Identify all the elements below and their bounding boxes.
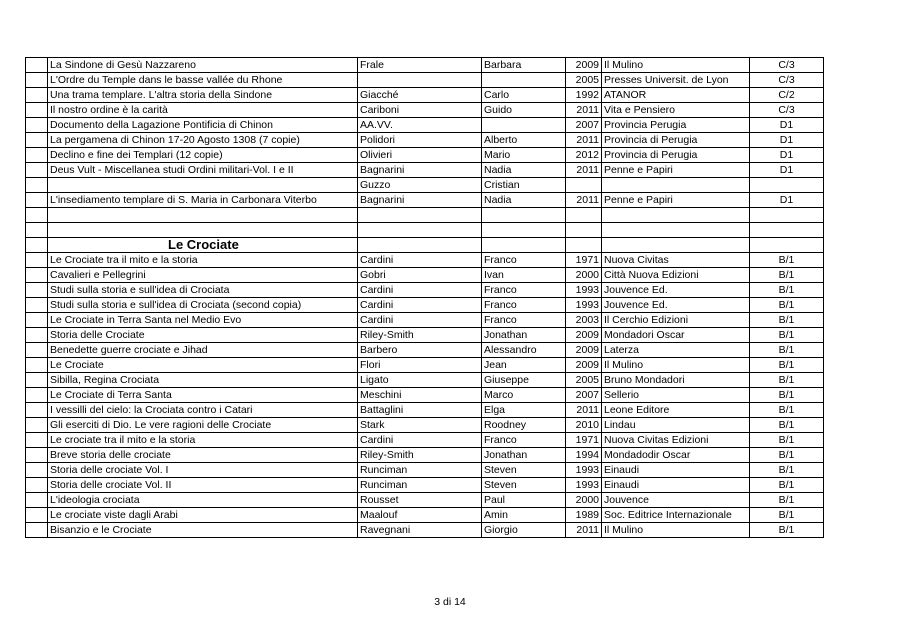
author-cell: Runciman bbox=[358, 463, 482, 478]
table-row bbox=[26, 313, 824, 328]
author-cell: Battaglini bbox=[358, 403, 482, 418]
spacer-cell bbox=[26, 463, 48, 478]
publisher-cell: Jouvence bbox=[602, 493, 750, 508]
first-name-cell: Giorgio bbox=[482, 523, 566, 538]
table-row bbox=[26, 223, 824, 238]
shelf-location-cell: C/3 bbox=[750, 58, 824, 73]
spacer-cell bbox=[26, 358, 48, 373]
author-cell: Cardini bbox=[358, 313, 482, 328]
publisher-cell: Provincia Perugia bbox=[602, 118, 750, 133]
shelf-location-cell bbox=[750, 208, 824, 223]
year-cell bbox=[566, 208, 602, 223]
first-name-cell: Marco bbox=[482, 388, 566, 403]
table-row bbox=[26, 328, 824, 343]
first-name-cell: Alessandro bbox=[482, 343, 566, 358]
publisher-cell bbox=[602, 178, 750, 193]
spacer-cell bbox=[26, 88, 48, 103]
first-name-cell: Franco bbox=[482, 313, 566, 328]
title-cell: Le crociate tra il mito e la storia bbox=[48, 433, 358, 448]
title-cell: Breve storia delle crociate bbox=[48, 448, 358, 463]
author-cell: Ligato bbox=[358, 373, 482, 388]
publisher-cell: Città Nuova Edizioni bbox=[602, 268, 750, 283]
publisher-cell: Nuova Civitas Edizioni bbox=[602, 433, 750, 448]
table-row bbox=[26, 163, 824, 178]
table-row bbox=[26, 253, 824, 268]
spacer-cell bbox=[26, 298, 48, 313]
year-cell: 1993 bbox=[566, 478, 602, 493]
title-cell: Le Crociate in Terra Santa nel Medio Evo bbox=[48, 313, 358, 328]
first-name-cell: Guido bbox=[482, 103, 566, 118]
publisher-cell: Il Mulino bbox=[602, 358, 750, 373]
table-row bbox=[26, 298, 824, 313]
first-name-cell bbox=[482, 208, 566, 223]
first-name-cell: Carlo bbox=[482, 88, 566, 103]
shelf-location-cell: B/1 bbox=[750, 463, 824, 478]
first-name-cell bbox=[482, 73, 566, 88]
author-cell: Giacché bbox=[358, 88, 482, 103]
table-row bbox=[26, 523, 824, 538]
author-cell: Riley-Smith bbox=[358, 328, 482, 343]
author-cell: Olivieri bbox=[358, 148, 482, 163]
section-header-group bbox=[26, 238, 824, 253]
publisher-cell: Provincia di Perugia bbox=[602, 133, 750, 148]
table-row bbox=[26, 88, 824, 103]
first-name-cell: Steven bbox=[482, 478, 566, 493]
table-row bbox=[26, 403, 824, 418]
spacer-cell bbox=[26, 238, 48, 253]
publisher-cell: Bruno Mondadori bbox=[602, 373, 750, 388]
publisher-cell: Provincia di Perugia bbox=[602, 148, 750, 163]
shelf-location-cell: D1 bbox=[750, 148, 824, 163]
author-cell: Cardini bbox=[358, 253, 482, 268]
publisher-cell: Einaudi bbox=[602, 478, 750, 493]
shelf-location-cell: B/1 bbox=[750, 328, 824, 343]
first-name-cell: Jonathan bbox=[482, 448, 566, 463]
year-cell: 2007 bbox=[566, 388, 602, 403]
first-name-cell: Cristian bbox=[482, 178, 566, 193]
shelf-location-cell: B/1 bbox=[750, 283, 824, 298]
table-body-templari bbox=[26, 58, 824, 238]
publisher-cell: Il Mulino bbox=[602, 523, 750, 538]
year-cell: 2009 bbox=[566, 343, 602, 358]
table-row bbox=[26, 58, 824, 73]
table-row bbox=[26, 478, 824, 493]
table-row bbox=[26, 448, 824, 463]
title-cell: Benedette guerre crociate e Jihad bbox=[48, 343, 358, 358]
shelf-location-cell: D1 bbox=[750, 163, 824, 178]
publisher-cell bbox=[602, 208, 750, 223]
spacer-cell bbox=[26, 448, 48, 463]
title-cell: Sibilla, Regina Crociata bbox=[48, 373, 358, 388]
year-cell: 1993 bbox=[566, 298, 602, 313]
year-cell: 2011 bbox=[566, 193, 602, 208]
year-cell: 2012 bbox=[566, 148, 602, 163]
author-cell bbox=[358, 208, 482, 223]
title-cell bbox=[48, 223, 358, 238]
spacer-cell bbox=[26, 223, 48, 238]
title-cell: Gli eserciti di Dio. Le vere ragioni delle Crociate bbox=[48, 418, 358, 433]
publisher-cell: Vita e Pensiero bbox=[602, 103, 750, 118]
empty-cell bbox=[566, 238, 602, 253]
publisher-cell bbox=[602, 223, 750, 238]
table-row bbox=[26, 178, 824, 193]
first-name-cell: Elga bbox=[482, 403, 566, 418]
author-cell: Bagnarini bbox=[358, 163, 482, 178]
title-cell bbox=[48, 178, 358, 193]
table-row bbox=[26, 283, 824, 298]
publisher-cell: Laterza bbox=[602, 343, 750, 358]
year-cell: 2009 bbox=[566, 58, 602, 73]
publisher-cell: ATANOR bbox=[602, 88, 750, 103]
spacer-cell bbox=[26, 103, 48, 118]
year-cell: 2011 bbox=[566, 133, 602, 148]
year-cell: 2011 bbox=[566, 403, 602, 418]
author-cell: Cardini bbox=[358, 283, 482, 298]
first-name-cell: Jean bbox=[482, 358, 566, 373]
title-cell: Storia delle crociate Vol. I bbox=[48, 463, 358, 478]
table-row bbox=[26, 193, 824, 208]
table-body-crociate bbox=[26, 253, 824, 538]
author-cell: Stark bbox=[358, 418, 482, 433]
table-row bbox=[26, 268, 824, 283]
table-row bbox=[26, 463, 824, 478]
table-row bbox=[26, 373, 824, 388]
shelf-location-cell: B/1 bbox=[750, 523, 824, 538]
shelf-location-cell: B/1 bbox=[750, 403, 824, 418]
year-cell: 2011 bbox=[566, 523, 602, 538]
year-cell: 2009 bbox=[566, 328, 602, 343]
shelf-location-cell: B/1 bbox=[750, 313, 824, 328]
section-title: Le Crociate bbox=[48, 238, 358, 253]
title-cell: Deus Vult - Miscellanea studi Ordini militari-Vol. I e II bbox=[48, 163, 358, 178]
first-name-cell: Paul bbox=[482, 493, 566, 508]
year-cell: 1971 bbox=[566, 433, 602, 448]
publisher-cell: Penne e Papiri bbox=[602, 163, 750, 178]
title-cell bbox=[48, 208, 358, 223]
spacer-cell bbox=[26, 283, 48, 298]
publisher-cell: Einaudi bbox=[602, 463, 750, 478]
author-cell: Maalouf bbox=[358, 508, 482, 523]
spacer-cell bbox=[26, 58, 48, 73]
spacer-cell bbox=[26, 253, 48, 268]
year-cell: 1993 bbox=[566, 283, 602, 298]
title-cell: Le Crociate bbox=[48, 358, 358, 373]
first-name-cell: Mario bbox=[482, 148, 566, 163]
shelf-location-cell: B/1 bbox=[750, 478, 824, 493]
shelf-location-cell: B/1 bbox=[750, 388, 824, 403]
year-cell: 1993 bbox=[566, 463, 602, 478]
year-cell: 2000 bbox=[566, 268, 602, 283]
author-cell: Guzzo bbox=[358, 178, 482, 193]
first-name-cell: Franco bbox=[482, 253, 566, 268]
spacer-cell bbox=[26, 328, 48, 343]
shelf-location-cell: D1 bbox=[750, 133, 824, 148]
shelf-location-cell: B/1 bbox=[750, 358, 824, 373]
table-row bbox=[26, 418, 824, 433]
book-catalog-sheet bbox=[25, 57, 824, 538]
spacer-cell bbox=[26, 418, 48, 433]
shelf-location-cell bbox=[750, 223, 824, 238]
publisher-cell: Lindau bbox=[602, 418, 750, 433]
author-cell: Bagnarini bbox=[358, 193, 482, 208]
book-catalog-table bbox=[25, 57, 824, 538]
year-cell: 2000 bbox=[566, 493, 602, 508]
table-row bbox=[26, 433, 824, 448]
first-name-cell: Alberto bbox=[482, 133, 566, 148]
spacer-cell bbox=[26, 343, 48, 358]
first-name-cell: Ivan bbox=[482, 268, 566, 283]
spacer-cell bbox=[26, 508, 48, 523]
shelf-location-cell: B/1 bbox=[750, 418, 824, 433]
author-cell: Barbero bbox=[358, 343, 482, 358]
spacer-cell bbox=[26, 133, 48, 148]
publisher-cell: Nuova Civitas bbox=[602, 253, 750, 268]
year-cell bbox=[566, 178, 602, 193]
title-cell: Le Crociate tra il mito e la storia bbox=[48, 253, 358, 268]
spacer-cell bbox=[26, 433, 48, 448]
spacer-cell bbox=[26, 268, 48, 283]
publisher-cell: Il Cerchio Edizioni bbox=[602, 313, 750, 328]
title-cell: I vessilli del cielo: la Crociata contro i Catari bbox=[48, 403, 358, 418]
first-name-cell: Steven bbox=[482, 463, 566, 478]
title-cell: Una trama templare. L'altra storia della Sindone bbox=[48, 88, 358, 103]
spacer-cell bbox=[26, 388, 48, 403]
title-cell: Storia delle Crociate bbox=[48, 328, 358, 343]
spacer-cell bbox=[26, 163, 48, 178]
first-name-cell: Roodney bbox=[482, 418, 566, 433]
spacer-cell bbox=[26, 313, 48, 328]
title-cell: Documento della Lagazione Pontificia di Chinon bbox=[48, 118, 358, 133]
page-number: 3 di 14 bbox=[434, 596, 466, 608]
author-cell: Riley-Smith bbox=[358, 448, 482, 463]
publisher-cell: Jouvence Ed. bbox=[602, 283, 750, 298]
first-name-cell: Franco bbox=[482, 298, 566, 313]
title-cell: Studi sulla storia e sull'idea di Crociata (second copia) bbox=[48, 298, 358, 313]
year-cell: 2011 bbox=[566, 163, 602, 178]
year-cell: 1992 bbox=[566, 88, 602, 103]
publisher-cell: Leone Editore bbox=[602, 403, 750, 418]
shelf-location-cell: B/1 bbox=[750, 373, 824, 388]
section-row bbox=[26, 238, 824, 253]
shelf-location-cell: B/1 bbox=[750, 493, 824, 508]
year-cell: 2005 bbox=[566, 73, 602, 88]
spacer-cell bbox=[26, 148, 48, 163]
table-row bbox=[26, 148, 824, 163]
shelf-location-cell: B/1 bbox=[750, 508, 824, 523]
publisher-cell: Il Mulino bbox=[602, 58, 750, 73]
author-cell: Cardini bbox=[358, 298, 482, 313]
first-name-cell: Nadia bbox=[482, 193, 566, 208]
author-cell bbox=[358, 223, 482, 238]
shelf-location-cell: D1 bbox=[750, 118, 824, 133]
author-cell: Gobri bbox=[358, 268, 482, 283]
publisher-cell: Mondadori Oscar bbox=[602, 328, 750, 343]
table-row bbox=[26, 508, 824, 523]
empty-cell bbox=[602, 238, 750, 253]
title-cell: L'ideologia crociata bbox=[48, 493, 358, 508]
spacer-cell bbox=[26, 478, 48, 493]
author-cell: Ravegnani bbox=[358, 523, 482, 538]
title-cell: Le Crociate di Terra Santa bbox=[48, 388, 358, 403]
author-cell: Meschini bbox=[358, 388, 482, 403]
shelf-location-cell: C/3 bbox=[750, 103, 824, 118]
shelf-location-cell: B/1 bbox=[750, 253, 824, 268]
spacer-cell bbox=[26, 523, 48, 538]
title-cell: Studi sulla storia e sull'idea di Crociata bbox=[48, 283, 358, 298]
first-name-cell: Franco bbox=[482, 433, 566, 448]
table-row bbox=[26, 103, 824, 118]
title-cell: La pergamena di Chinon 17-20 Agosto 1308 (7 copie) bbox=[48, 133, 358, 148]
first-name-cell bbox=[482, 223, 566, 238]
author-cell: Polidori bbox=[358, 133, 482, 148]
spacer-cell bbox=[26, 73, 48, 88]
spacer-cell bbox=[26, 493, 48, 508]
title-cell: Il nostro ordine è la carità bbox=[48, 103, 358, 118]
shelf-location-cell: B/1 bbox=[750, 448, 824, 463]
author-cell: Frale bbox=[358, 58, 482, 73]
first-name-cell: Giuseppe bbox=[482, 373, 566, 388]
first-name-cell: Amin bbox=[482, 508, 566, 523]
year-cell: 2010 bbox=[566, 418, 602, 433]
title-cell: Declino e fine dei Templari (12 copie) bbox=[48, 148, 358, 163]
author-cell: Flori bbox=[358, 358, 482, 373]
table-row bbox=[26, 358, 824, 373]
first-name-cell: Jonathan bbox=[482, 328, 566, 343]
title-cell: Storia delle crociate Vol. II bbox=[48, 478, 358, 493]
year-cell: 1989 bbox=[566, 508, 602, 523]
shelf-location-cell: B/1 bbox=[750, 298, 824, 313]
shelf-location-cell bbox=[750, 178, 824, 193]
first-name-cell: Barbara bbox=[482, 58, 566, 73]
empty-cell bbox=[482, 238, 566, 253]
author-cell bbox=[358, 73, 482, 88]
publisher-cell: Mondadodir Oscar bbox=[602, 448, 750, 463]
shelf-location-cell: C/3 bbox=[750, 73, 824, 88]
year-cell: 2007 bbox=[566, 118, 602, 133]
title-cell: L'Ordre du Temple dans le basse vallée du Rhone bbox=[48, 73, 358, 88]
shelf-location-cell: B/1 bbox=[750, 433, 824, 448]
year-cell: 1971 bbox=[566, 253, 602, 268]
spacer-cell bbox=[26, 178, 48, 193]
year-cell: 2005 bbox=[566, 373, 602, 388]
spacer-cell bbox=[26, 403, 48, 418]
title-cell: L'insediamento templare di S. Maria in Carbonara Viterbo bbox=[48, 193, 358, 208]
shelf-location-cell: B/1 bbox=[750, 343, 824, 358]
first-name-cell: Franco bbox=[482, 283, 566, 298]
year-cell: 2003 bbox=[566, 313, 602, 328]
spacer-cell bbox=[26, 193, 48, 208]
table-row bbox=[26, 343, 824, 358]
spacer-cell bbox=[26, 373, 48, 388]
title-cell: Bisanzio e le Crociate bbox=[48, 523, 358, 538]
first-name-cell: Nadia bbox=[482, 163, 566, 178]
publisher-cell: Sellerio bbox=[602, 388, 750, 403]
year-cell bbox=[566, 223, 602, 238]
author-cell: Rousset bbox=[358, 493, 482, 508]
shelf-location-cell: C/2 bbox=[750, 88, 824, 103]
year-cell: 1994 bbox=[566, 448, 602, 463]
shelf-location-cell: D1 bbox=[750, 193, 824, 208]
table-row bbox=[26, 118, 824, 133]
spacer-cell bbox=[26, 208, 48, 223]
table-row bbox=[26, 493, 824, 508]
author-cell: Cariboni bbox=[358, 103, 482, 118]
publisher-cell: Penne e Papiri bbox=[602, 193, 750, 208]
title-cell: Cavalieri e Pellegrini bbox=[48, 268, 358, 283]
spacer-cell bbox=[26, 118, 48, 133]
author-cell: Runciman bbox=[358, 478, 482, 493]
table-row bbox=[26, 208, 824, 223]
empty-cell bbox=[750, 238, 824, 253]
author-cell: AA.VV. bbox=[358, 118, 482, 133]
table-row bbox=[26, 133, 824, 148]
publisher-cell: Jouvence Ed. bbox=[602, 298, 750, 313]
year-cell: 2011 bbox=[566, 103, 602, 118]
publisher-cell: Soc. Editrice Internazionale bbox=[602, 508, 750, 523]
year-cell: 2009 bbox=[566, 358, 602, 373]
table-row bbox=[26, 73, 824, 88]
table-row bbox=[26, 388, 824, 403]
title-cell: Le crociate viste dagli Arabi bbox=[48, 508, 358, 523]
shelf-location-cell: B/1 bbox=[750, 268, 824, 283]
first-name-cell bbox=[482, 118, 566, 133]
publisher-cell: Presses Universit. de Lyon bbox=[602, 73, 750, 88]
title-cell: La Sindone di Gesù Nazzareno bbox=[48, 58, 358, 73]
author-cell: Cardini bbox=[358, 433, 482, 448]
empty-cell bbox=[358, 238, 482, 253]
